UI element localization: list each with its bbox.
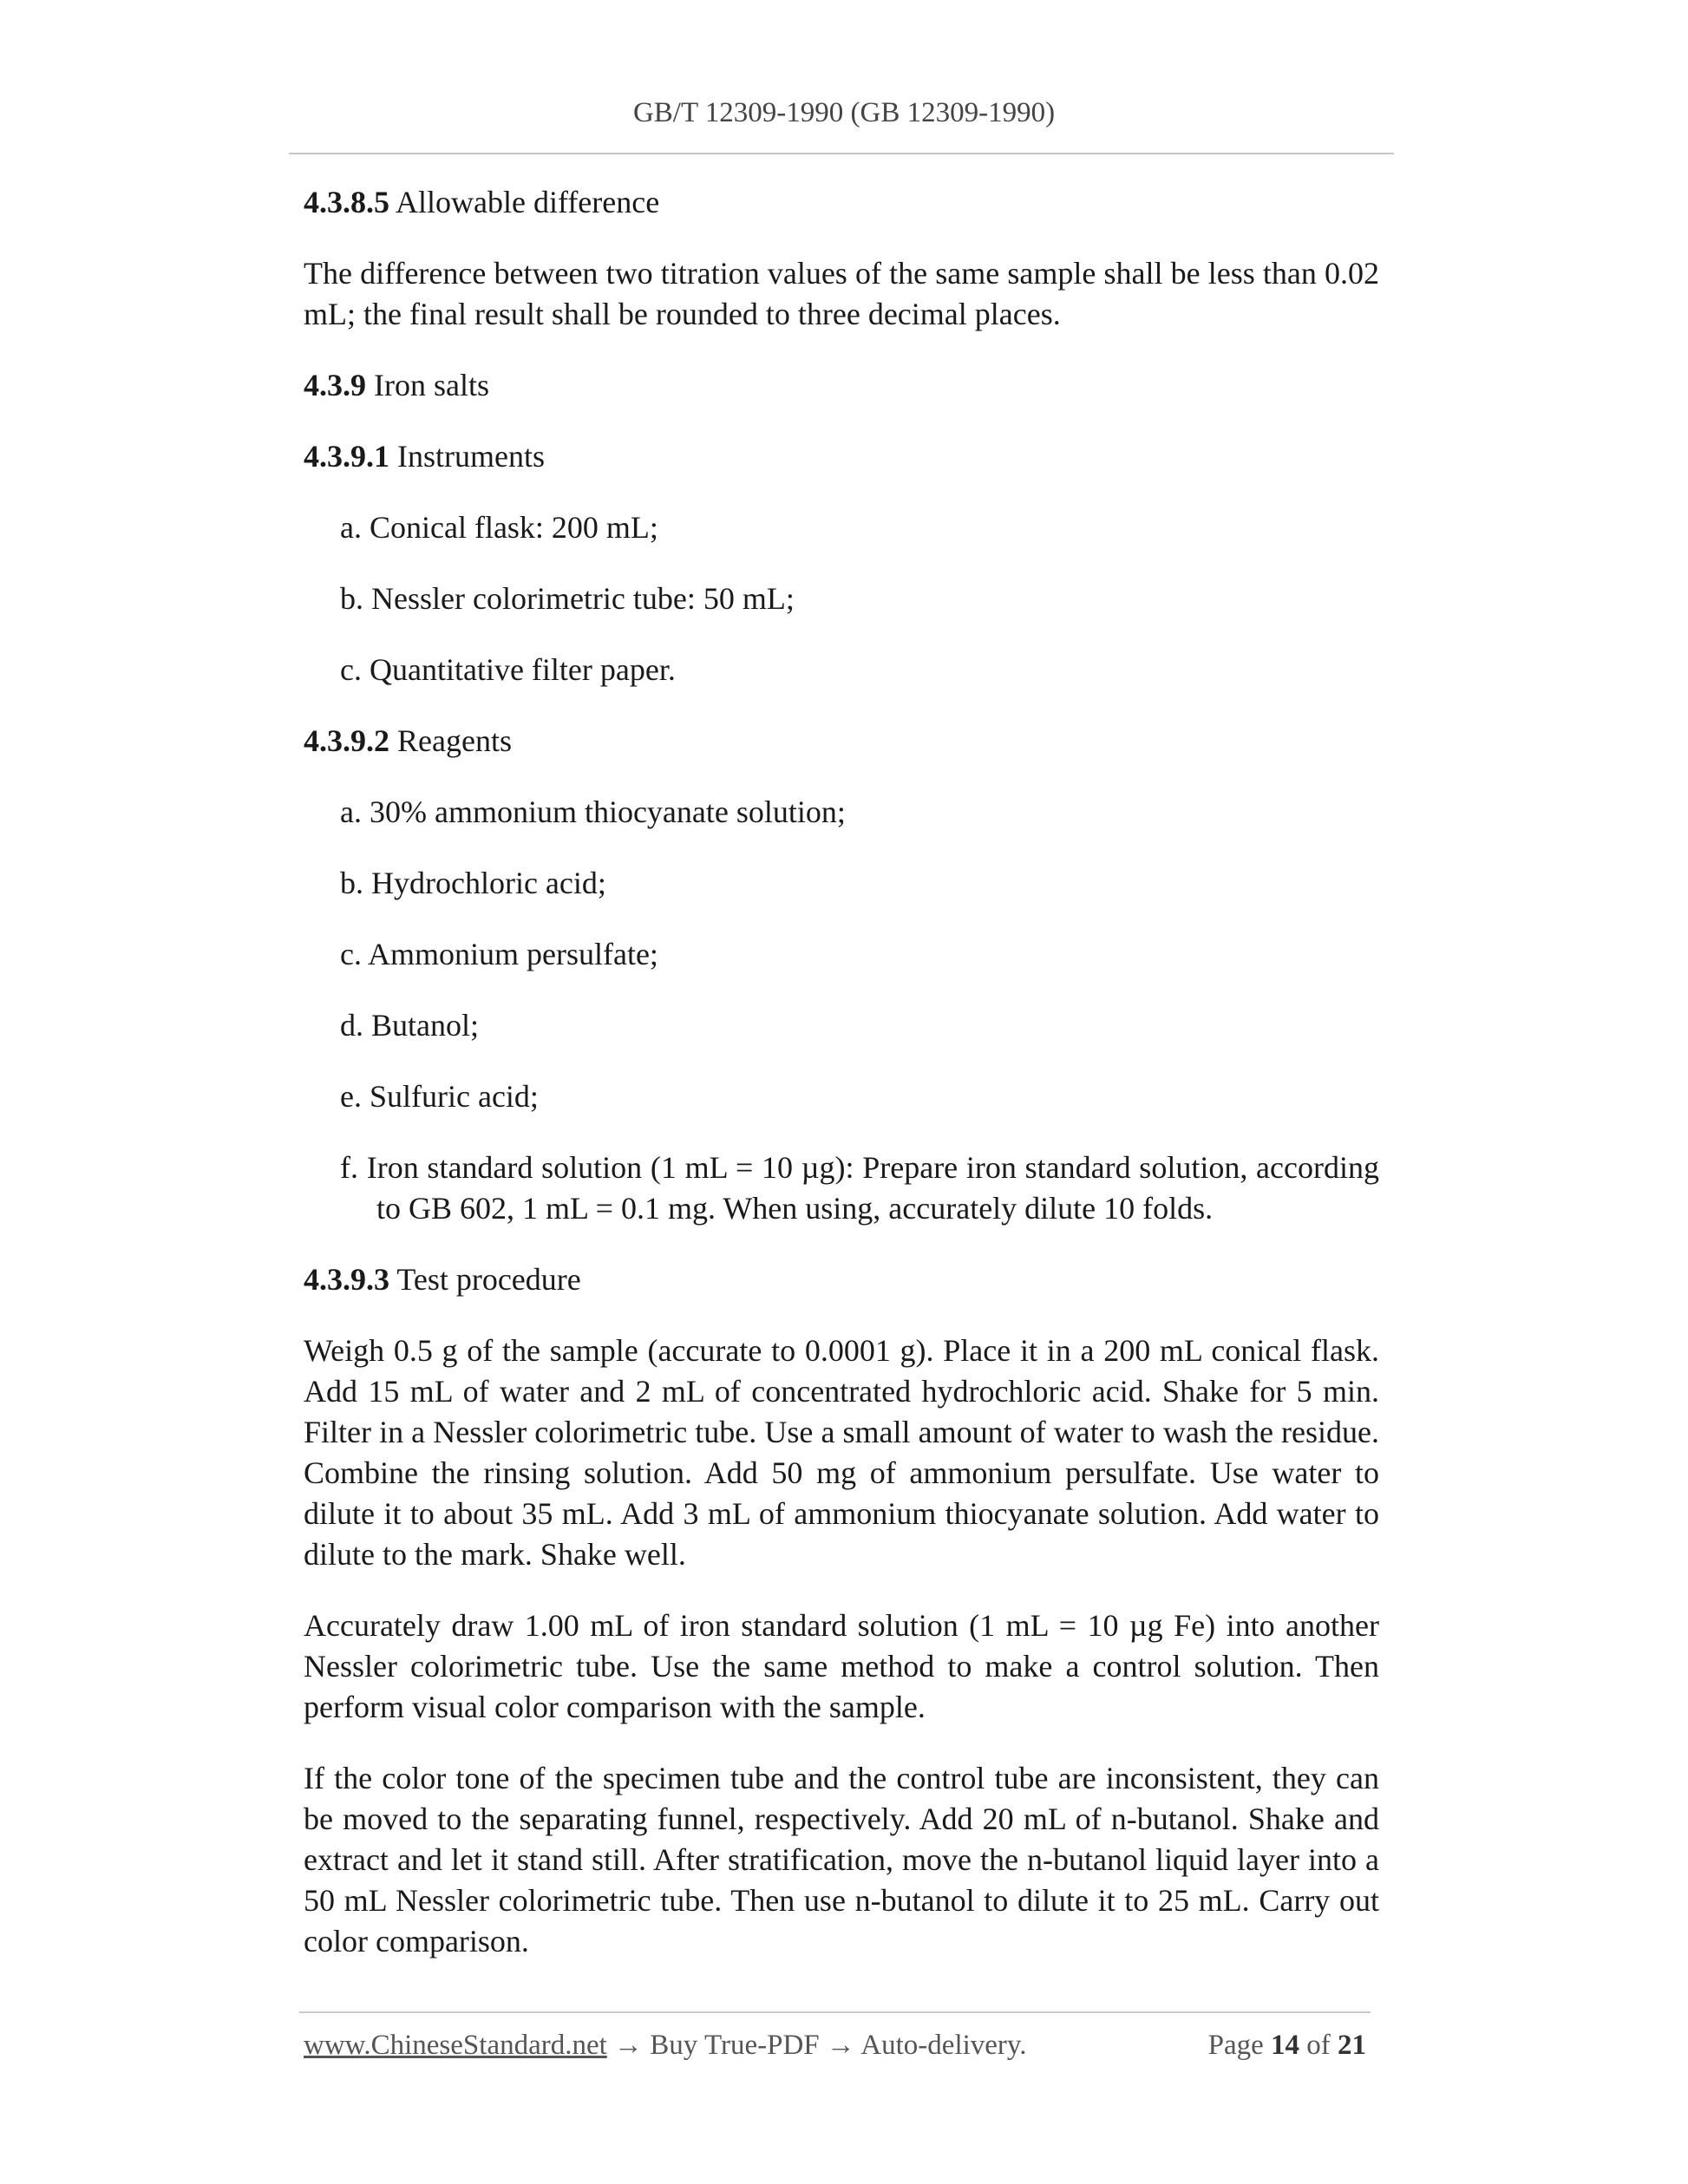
page-header [0, 97, 1688, 129]
paragraph-procedure-1: Weigh 0.5 g of the sample (accurate to 0.0001 g). Place it in a 200 mL conical flask. Add 15 mL of water and 2 mL of concentrated hydrochloric acid. Shake for 5 min. Filter in a Nessler colorimetric tube. Use a small amount of water to wash the residue. Combine the rinsing solution. Add 50 mg of ammonium persulfate. Use water to dilute it to about 35 mL. Add 3 mL of ammonium thiocyanate solution. Add water to dilute to the mark. Shake well. [304, 1333, 1379, 1572]
section-title: Allowable difference [396, 185, 660, 219]
section-number: 4.3.9.2 [304, 723, 389, 758]
section-number: 4.3.8.5 [304, 185, 389, 219]
document-code: GB/T 12309-1990 (GB 12309-1990) [632, 97, 1056, 128]
section-4-3-8-5 [304, 182, 1379, 223]
page-indicator [1208, 2030, 1366, 2062]
list-item-instrument: c. Quantitative filter paper. [340, 652, 676, 687]
paragraph-allowable-difference: The difference between two titration values of the same sample shall be less than 0.02 mL; the final result shall be rounded to three decimal places. [304, 256, 1379, 331]
page-number: 14 [1271, 2030, 1299, 2061]
document-body [304, 182, 1379, 1992]
list-item-reagent: a. 30% ammonium thiocyanate solution; [340, 794, 846, 829]
list-item-reagent: c. Ammonium persulfate; [340, 937, 658, 971]
page-label: Page [1207, 2030, 1264, 2061]
section-4-3-9-1 [304, 436, 1379, 477]
header-divider [289, 153, 1394, 154]
footer-divider [299, 2011, 1371, 2013]
of-label: of [1306, 2030, 1331, 2061]
list-item-reagent: f. Iron standard solution (1 mL = 10 µg): Prepare iron standard solution, according to GB 602, 1 mL = 0.1 mg. When using, accurately dilute 10 folds. [340, 1150, 1379, 1226]
paragraph-procedure-3: If the color tone of the specimen tube and the control tube are inconsistent, they can be moved to the separating funnel, respectively. Add 20 mL of n-butanol. Shake and extract and let it stand still. After stratification, move the n-butanol liquid layer into a 50 mL Nessler colorimetric tube. Then use n-butanol to dilute it to 25 mL. Carry out color comparison. [304, 1761, 1379, 1958]
section-4-3-9 [304, 365, 1379, 406]
list-item-instrument: b. Nessler colorimetric tube: 50 mL; [340, 581, 795, 616]
page-footer [304, 2030, 1371, 2062]
section-number: 4.3.9.3 [304, 1262, 389, 1297]
section-title: Instruments [397, 439, 545, 474]
list-item-instrument: a. Conical flask: 200 mL; [340, 510, 658, 545]
paragraph-procedure-2: Accurately draw 1.00 mL of iron standard solution (1 mL = 10 µg Fe) into another Nessler colorimetric tube. Use the same method to make a control solution. Then perform visual color comparison with the sample. [304, 1608, 1379, 1724]
footer-promo-text: → Buy True-PDF → Auto-delivery. [606, 2030, 1027, 2061]
list-item-reagent: b. Hydrochloric acid; [340, 866, 606, 900]
page-total: 21 [1338, 2030, 1366, 2061]
section-title: Reagents [397, 723, 512, 758]
section-title: Iron salts [374, 368, 489, 402]
list-item-reagent: d. Butanol; [340, 1008, 479, 1043]
list-item-reagent: e. Sulfuric acid; [340, 1079, 539, 1114]
website-link[interactable]: www.ChineseStandard.net [304, 2030, 607, 2061]
section-number: 4.3.9 [304, 368, 366, 402]
section-4-3-9-3 [304, 1259, 1379, 1300]
section-4-3-9-2 [304, 721, 1379, 762]
section-title: Test procedure [396, 1262, 581, 1297]
section-number: 4.3.9.1 [304, 439, 389, 474]
